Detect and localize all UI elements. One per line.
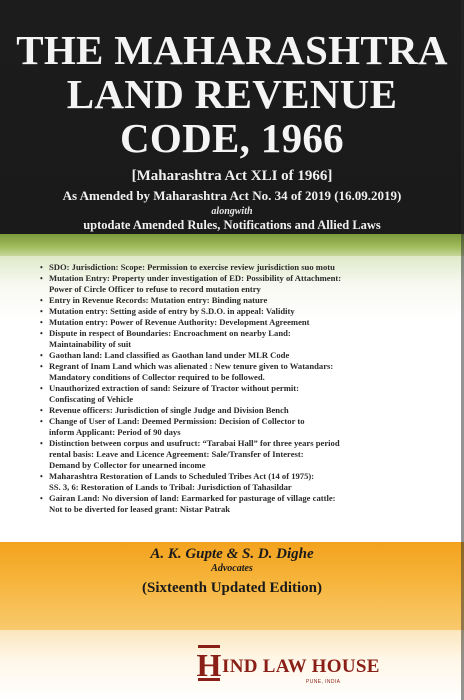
alongwith-label: alongwith	[211, 206, 253, 217]
list-item: • Unauthorized extraction of sand: Seizure of Tractor without permit: Confiscating of Vehicle	[40, 383, 299, 404]
publisher-logo-icon	[196, 644, 222, 682]
authors-block	[0, 545, 464, 598]
book-subtitle: [Maharashtra Act XLI of 1966]	[131, 168, 333, 184]
bullet-icon: •	[40, 263, 43, 272]
amendment-note: As Amended by Maharashtra Act No. 34 of 2019 (16.09.2019)	[62, 188, 402, 203]
bullet-icon: •	[40, 406, 43, 415]
list-item: • Dispute in respect of Boundaries: Encroachment on nearby Land: Maintainability of suit	[40, 328, 291, 349]
bullet-icon: •	[40, 384, 43, 393]
author-names: A. K. Gupte & S. D. Dighe	[150, 546, 314, 562]
book-title-line-1: THE MAHARASHTRA	[16, 27, 448, 73]
publisher-logo-letter: H	[196, 647, 222, 682]
list-item: • Distinction between corpus and usufruct: “Tarabai Hall” for three years period rental basis: Leave and Licence Agreement: Sale/Transfer of Interest: Demand by Collector for unearned income	[40, 438, 340, 470]
list-item: • Gairan Land: No diversion of land: Earmarked for pasturage of village cattle: Not to be diverted for leased grant: Nistar Patrak	[40, 493, 336, 514]
list-item: • Regrant of Inam Land which was alienated : New tenure given to Watandars: Mandatory conditions of Collector required to be followed.	[40, 361, 334, 382]
bullet-icon: •	[40, 307, 43, 316]
uptodate-note: uptodate Amended Rules, Notifications and Allied Laws	[83, 218, 381, 232]
list-item: • Revenue officers: Jurisdiction of single Judge and Division Bench	[40, 405, 289, 415]
list-item: • Mutation entry: Power of Revenue Authority: Development Agreement	[40, 317, 310, 327]
list-item: • Entry in Revenue Records: Mutation entry: Binding nature	[40, 295, 268, 305]
bullet-icon: •	[40, 274, 43, 283]
author-designation: Advocates	[211, 563, 253, 574]
list-item: • Mutation entry: Setting aside of entry by S.D.O. in appeal: Validity	[40, 306, 295, 316]
publisher-name: IND LAW HOUSE	[222, 656, 380, 677]
bullet-icon: •	[40, 494, 43, 503]
cover-header	[0, 0, 464, 234]
bullet-icon: •	[40, 329, 43, 338]
bullet-icon: •	[40, 362, 43, 371]
list-item: • Mutation Entry: Property under investigation of ED: Possibility of Attachment: Power of Circle Officer to refuse to record mutation entry	[40, 273, 342, 294]
book-title-line-3: CODE, 1966	[120, 115, 344, 161]
list-item: • Gaothan land: Land classified as Gaothan land under MLR Code	[40, 350, 290, 360]
edition-label: (Sixteenth Updated Edition)	[141, 580, 323, 596]
list-item: • SDO: Jurisdiction: Scope: Permission to exercise review jurisdiction suo motu	[40, 262, 335, 272]
bullet-icon: •	[40, 417, 43, 426]
bullet-icon: •	[40, 439, 43, 448]
publisher-city: PUNE, INDIA	[306, 679, 341, 685]
list-item: • Change of User of Land: Deemed Permission: Decision of Collector to inform Applicant: Period of 90 days	[40, 416, 305, 437]
bullet-icon: •	[40, 296, 43, 305]
book-title-line-2: LAND REVENUE	[66, 71, 398, 117]
green-band	[0, 234, 464, 256]
issues-list	[40, 262, 460, 515]
publisher-block	[0, 644, 464, 690]
bullet-icon: •	[40, 318, 43, 327]
bullet-icon: •	[40, 472, 43, 481]
bullet-icon: •	[40, 351, 43, 360]
list-item: • Maharashtra Restoration of Lands to Scheduled Tribes Act (14 of 1975): SS. 3, 6: Restoration of Lands to Tribal: Jurisdiction of Tahasildar	[40, 471, 315, 492]
